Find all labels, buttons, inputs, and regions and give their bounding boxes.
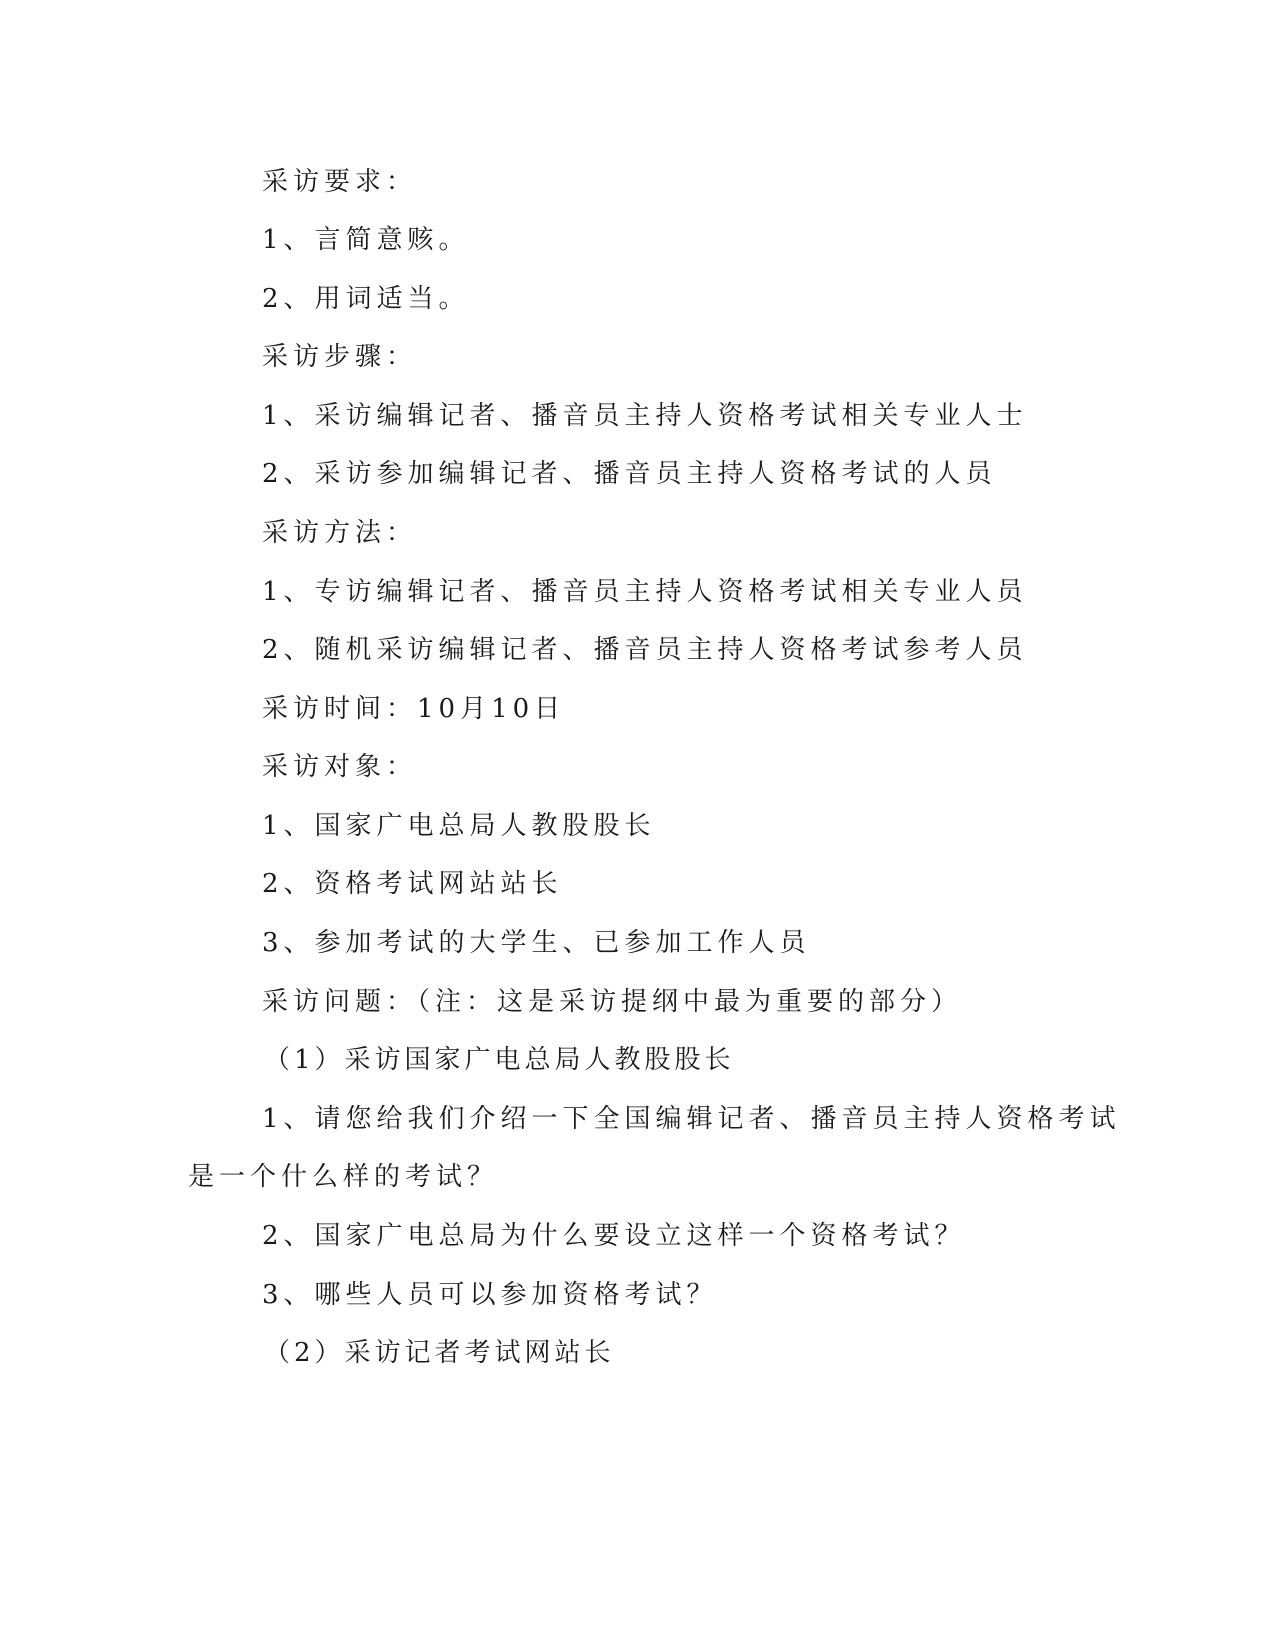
requirements-heading: 采访要求： [262,167,418,197]
requirement-item-2: 2、用词适当。 [262,284,470,314]
method-item-2: 2、随机采访编辑记者、播音员主持人资格考试参考人员 [262,635,1028,665]
target-item-2: 2、资格考试网站站长 [262,869,563,899]
steps-heading: 采访步骤： [262,342,418,372]
interview-time: 采访时间：10月10日 [262,694,566,724]
question-1-line-1: 1、请您给我们介绍一下全国编辑记者、播音员主持人资格考试 [262,1104,1121,1134]
section-1-title: （1）采访国家广电总局人教股股长 [264,1045,735,1075]
question-2: 2、国家广电总局为什么要设立这样一个资格考试？ [262,1221,966,1251]
methods-heading: 采访方法： [262,518,418,548]
step-item-2: 2、采访参加编辑记者、播音员主持人资格考试的人员 [262,459,997,489]
question-3: 3、哪些人员可以参加资格考试？ [262,1280,718,1310]
targets-heading: 采访对象： [262,752,418,782]
method-item-1: 1、专访编辑记者、播音员主持人资格考试相关专业人员 [262,577,1028,607]
target-item-1: 1、国家广电总局人教股股长 [262,811,656,841]
target-item-3: 3、参加考试的大学生、已参加工作人员 [262,928,811,958]
questions-heading: 采访问题：（注：这是采访提纲中最为重要的部分） [262,987,963,1017]
question-1-line-2: 是一个什么样的考试？ [188,1162,499,1192]
step-item-1: 1、采访编辑记者、播音员主持人资格考试相关专业人士 [262,401,1028,431]
section-2-title: （2）采访记者考试网站长 [264,1338,615,1368]
requirement-item-1: 1、言简意赅。 [262,225,470,255]
